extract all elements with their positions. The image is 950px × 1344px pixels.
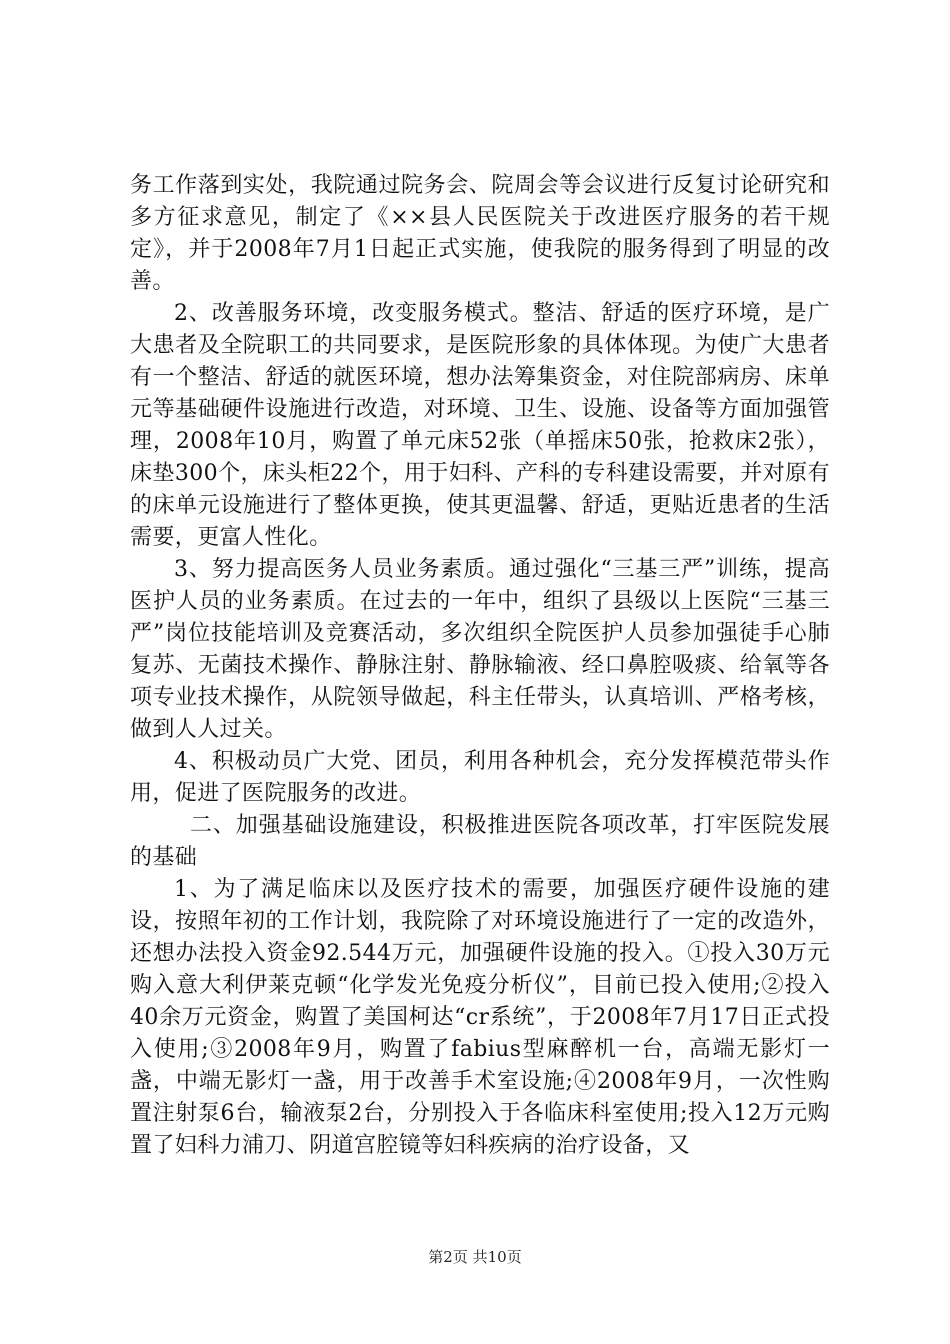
paragraph-party-members: 4、积极动员广大党、团员，利用各种机会，充分发挥模范带头作用，促进了医院服务的改进。	[130, 749, 830, 806]
paragraph-continuation: 务工作落到实处，我院通过院务会、院周会等会议进行反复讨论研究和多方征求意见，制定了《××县人民医院关于改进医疗服务的若干规定》，并于2008年7月1日起正式实施，使我院的服务得到了明显的改善。	[130, 173, 830, 294]
page-footer	[0, 1247, 950, 1267]
section-heading-infrastructure: 二、加强基础设施建设，积极推进医院各项改革，打牢医院发展的基础	[130, 813, 830, 870]
document-body	[130, 170, 830, 1162]
paragraph-staff-quality: 3、努力提高医务人员业务素质。通过强化“三基三严”训练，提高医护人员的业务素质。在过去的一年中，组织了县级以上医院“三基三严”岗位技能培训及竞赛活动，多次组织全院医护人员参加强徒手心肺复苏、无菌技术操作、静脉注射、静脉输液、经口鼻腔吸痰、给氧等各项专业技术操作，从院领导做起，科主任带头，认真培训、严格考核，做到人人过关。	[130, 557, 830, 742]
paragraph-hardware-investment: 1、为了满足临床以及医疗技术的需要，加强医疗硬件设施的建设，按照年初的工作计划，我院除了对环境设施进行了一定的改造外，还想办法投入资金92.544万元，加强硬件设施的投入。①投入30万元购入意大利伊莱克顿“化学发光免疫分析仪”，目前已投入使用;②投入40余万元资金，购置了美国柯达“cr系统”，于2008年7月17日正式投入使用;③2008年9月，购置了fabius型麻醉机一台，高端无影灯一盏，中端无影灯一盏，用于改善手术室设施;④2008年9月，一次性购置注射泵6台，输液泵2台，分别投入于各临床科室使用;投入12万元购置了妇科力浦刀、阴道宫腔镜等妇科疾病的治疗设备，又	[130, 877, 830, 1158]
paragraph-service-environment: 2、改善服务环境，改变服务模式。整洁、舒适的医疗环境，是广大患者及全院职工的共同要求，是医院形象的具体体现。为使广大患者有一个整洁、舒适的就医环境，想办法筹集资金，对住院部病房、床单元等基础硬件设施进行改造，对环境、卫生、设施、设备等方面加强管理，2008年10月，购置了单元床52张（单摇床50张，抢救床2张），床垫300个，床头柜22个，用于妇科、产科的专科建设需要，并对原有的床单元设施进行了整体更换，使其更温馨、舒适，更贴近患者的生活需要，更富人性化。	[130, 301, 830, 550]
page-number-label: 第2页 共10页	[428, 1248, 522, 1266]
